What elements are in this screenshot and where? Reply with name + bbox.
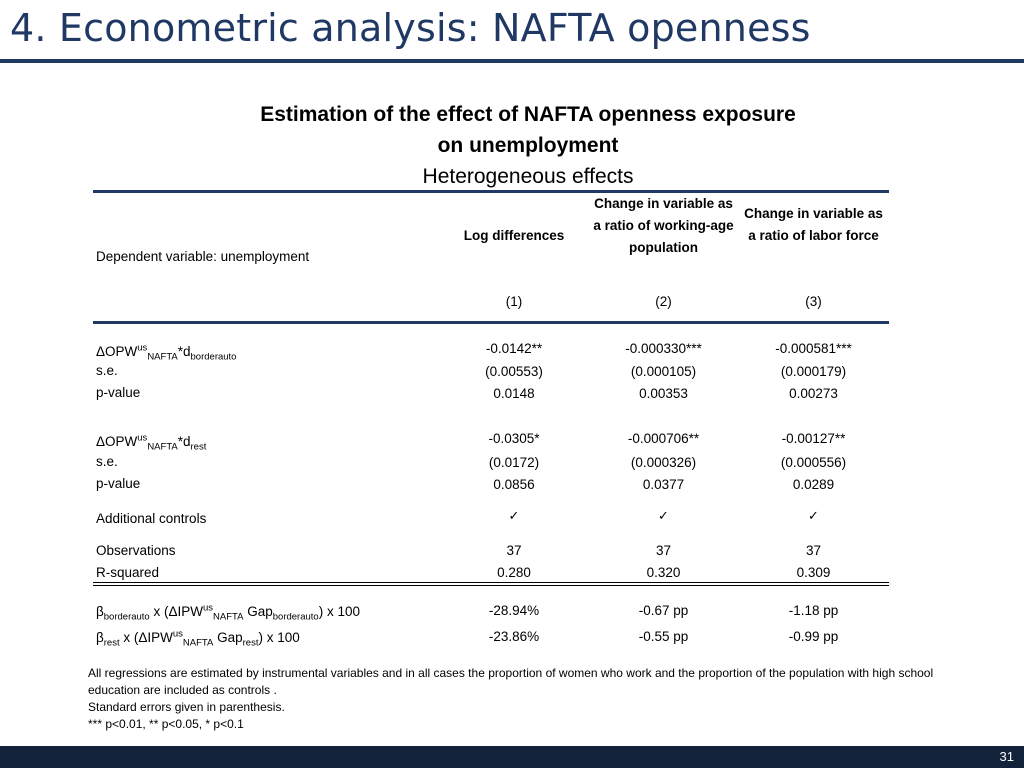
note-1: All regressions are estimated by instrumental variables and in all cases the proportion of women who work and the proportion of the population with high school education are included as controls . bbox=[88, 666, 934, 697]
coef-borderauto-1: -0.0142** bbox=[485, 341, 543, 356]
column-number-1: (1) bbox=[505, 294, 523, 309]
footer-bar bbox=[0, 746, 1024, 768]
p-rest-1: 0.0856 bbox=[493, 477, 535, 492]
slide-title: 4. Econometric analysis: NAFTA openness bbox=[10, 6, 811, 50]
se-label-1: s.e. bbox=[96, 363, 118, 378]
controls-check-3: ✓ bbox=[808, 509, 819, 524]
p-borderauto-2: 0.00353 bbox=[639, 386, 688, 401]
se-rest-3: (0.000556) bbox=[780, 455, 847, 470]
p-borderauto-3: 0.00273 bbox=[789, 386, 838, 401]
title-underline bbox=[0, 59, 1024, 63]
effect-rest-2: -0.55 pp bbox=[638, 629, 689, 644]
observations-label: Observations bbox=[96, 543, 176, 558]
coef-rest-2: -0.000706** bbox=[627, 431, 700, 446]
variable-rest: $\Delta OPW^{us}_{NAFTA}*d_{rest}$ bbox=[96, 432, 207, 453]
table-top-rule bbox=[93, 190, 889, 193]
r-squared-3: 0.309 bbox=[796, 565, 831, 580]
effect-borderauto-3: -1.18 pp bbox=[788, 603, 839, 618]
p-borderauto-1: 0.0148 bbox=[493, 386, 535, 401]
column-header-2: Change in variable as a ratio of working-age population bbox=[593, 196, 734, 255]
r-squared-label: R-squared bbox=[96, 565, 160, 580]
r-squared-1: 0.280 bbox=[497, 565, 531, 580]
p-label-2: p-value bbox=[96, 476, 141, 491]
r-squared-2: 0.320 bbox=[646, 565, 681, 580]
note-3: *** p<0.01, ** p<0.05, * p<0.1 bbox=[88, 717, 244, 731]
coef-borderauto-2: -0.000330*** bbox=[625, 341, 702, 356]
se-borderauto-2: (0.000105) bbox=[630, 364, 697, 379]
additional-controls-label: Additional controls bbox=[96, 511, 207, 526]
effect-borderauto-label: $\beta_{borderauto}$ x ($\Delta IPW^{us}_{NAFTA}$ Gap$_{borderauto}$) x 100 bbox=[96, 602, 360, 623]
column-header-3: Change in variable as a ratio of labor force bbox=[744, 206, 883, 243]
table-notes bbox=[88, 665, 988, 733]
p-rest-3: 0.0289 bbox=[792, 477, 835, 492]
coef-rest-3: -0.00127** bbox=[781, 431, 846, 446]
note-2: Standard errors given in parenthesis. bbox=[88, 700, 285, 714]
table-bottom-rule-1 bbox=[93, 582, 889, 583]
dependent-variable-label: Dependent variable: unemployment bbox=[96, 249, 310, 264]
heading-line-1: Estimation of the effect of NAFTA openness exposure bbox=[260, 103, 796, 126]
effect-borderauto-1: -28.94% bbox=[488, 603, 540, 618]
variable-borderauto: $\Delta OPW^{us}_{NAFTA}*d_{borderauto}$ bbox=[96, 342, 237, 363]
se-rest-2: (0.000326) bbox=[630, 455, 697, 470]
heading-subtitle: Heterogeneous effects bbox=[422, 165, 634, 188]
observations-1: 37 bbox=[506, 543, 522, 558]
effect-rest-1: -23.86% bbox=[488, 629, 540, 644]
coef-borderauto-3: -0.000581*** bbox=[775, 341, 852, 356]
se-borderauto-3: (0.000179) bbox=[780, 364, 847, 379]
observations-2: 37 bbox=[655, 543, 672, 558]
controls-check-1: ✓ bbox=[508, 509, 520, 524]
effect-rest-label: $\beta_{rest}$ x ($\Delta IPW^{us}_{NAFTA}$ Gap$_{rest}$) x 100 bbox=[96, 628, 300, 649]
observations-3: 37 bbox=[805, 543, 822, 558]
se-label-2: s.e. bbox=[96, 454, 118, 469]
table-bottom-rule-2 bbox=[93, 585, 889, 586]
heading-line-2: on unemployment bbox=[437, 134, 619, 157]
p-rest-2: 0.0377 bbox=[642, 477, 685, 492]
page-number: 31 bbox=[999, 749, 1014, 764]
controls-check-2: ✓ bbox=[658, 509, 669, 524]
table-heading bbox=[92, 99, 964, 192]
effect-borderauto-2: -0.67 pp bbox=[638, 603, 689, 618]
column-header-1: Log differences bbox=[463, 228, 565, 243]
se-borderauto-1: (0.00553) bbox=[485, 364, 543, 379]
effect-rest-3: -0.99 pp bbox=[788, 629, 839, 644]
p-label-1: p-value bbox=[96, 385, 141, 400]
column-number-2: (2) bbox=[655, 294, 672, 309]
coef-rest-1: -0.0305* bbox=[488, 431, 540, 446]
table-header-rule bbox=[93, 321, 889, 324]
column-number-3: (3) bbox=[805, 294, 822, 309]
se-rest-1: (0.0172) bbox=[488, 455, 540, 470]
